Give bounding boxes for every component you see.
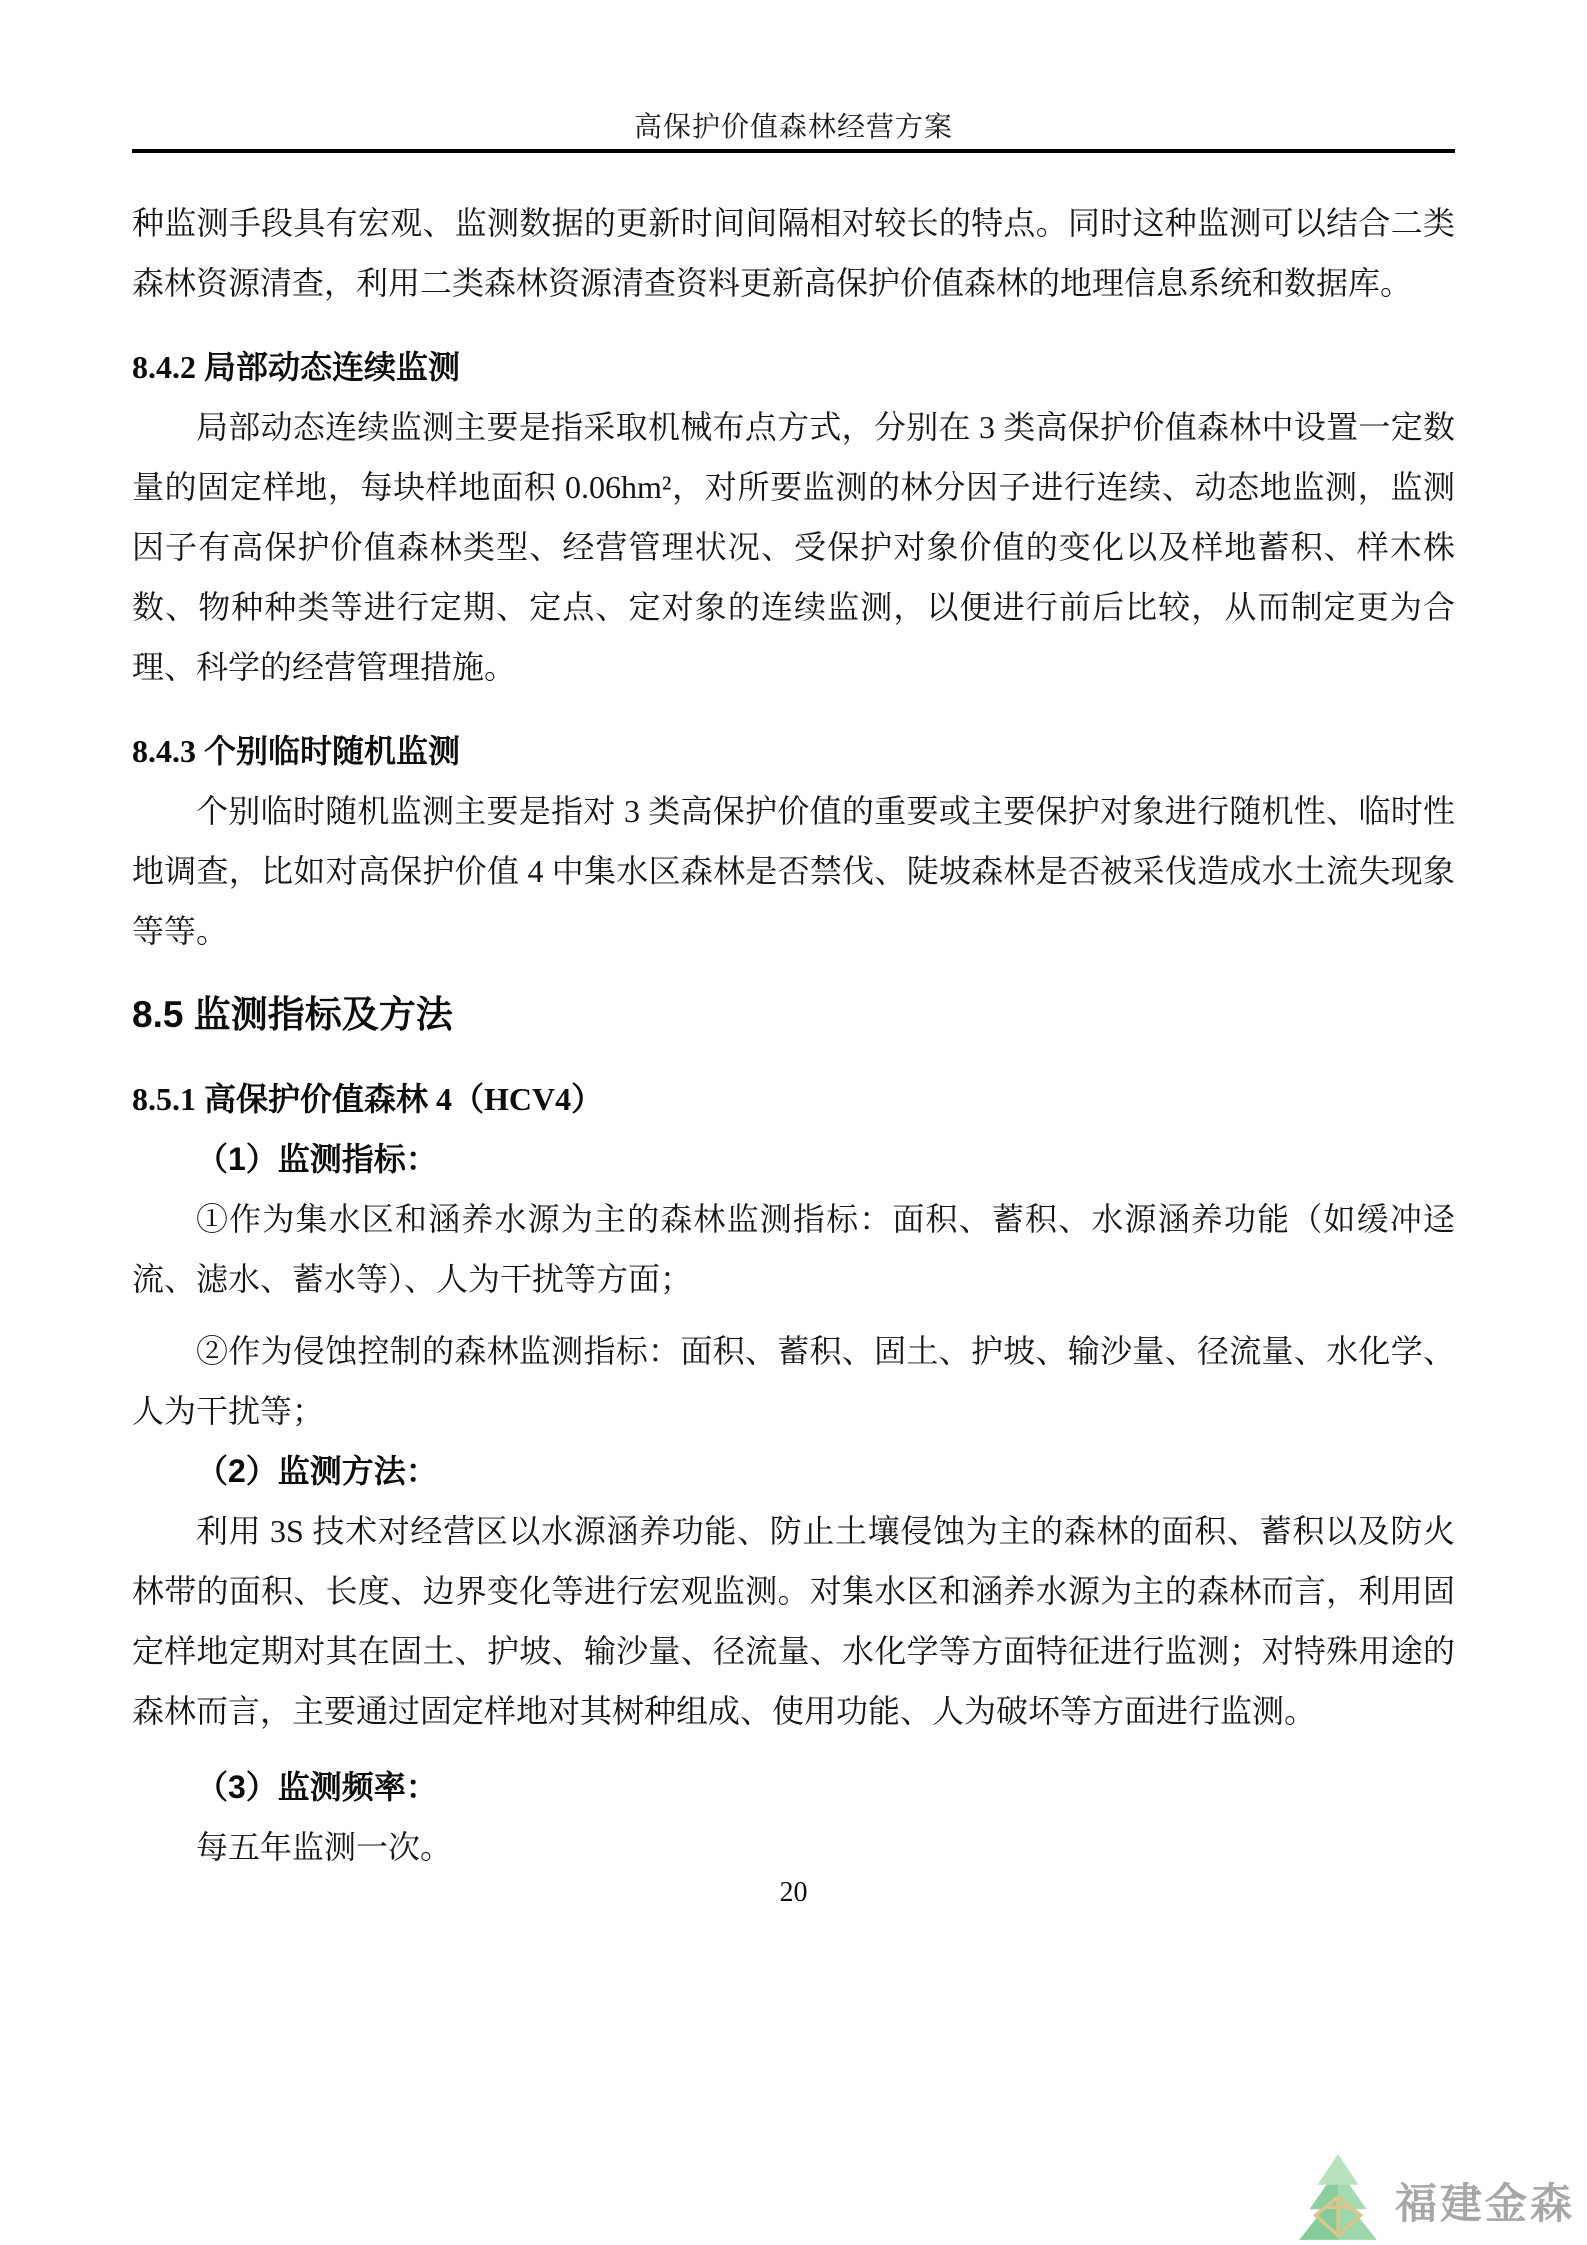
body-paragraph: ①作为集水区和涵养水源为主的森林监测指标：面积、蓄积、水源涵养功能（如缓冲迳流、滤水、蓄水等）、人为干扰等方面； xyxy=(132,1201,1455,1297)
body-paragraph-continuation: 种监测手段具有宏观、监测数据的更新时间间隔相对较长的特点。同时这种监测可以结合二类森林资源清查，利用二类森林资源清查资料更新高保护价值森林的地理信息系统和数据库。 xyxy=(132,205,1455,301)
page-number: 20 xyxy=(779,1877,808,1908)
section-heading-8-4-3: 8.4.3 个别临时随机监测 xyxy=(132,733,461,769)
subheading-monitoring-indicators: （1）监测指标： xyxy=(196,1141,438,1177)
body-paragraph: 每五年监测一次。 xyxy=(196,1829,453,1865)
header-rule xyxy=(132,149,1455,153)
page-header xyxy=(0,0,1587,144)
tree-logo-icon xyxy=(1287,2152,1389,2245)
section-heading-8-4-2: 8.4.2 局部动态连续监测 xyxy=(132,349,461,385)
body-paragraph: ②作为侵蚀控制的森林监测指标：面积、蓄积、固土、护坡、输沙量、径流量、水化学、人为干扰等； xyxy=(132,1333,1455,1429)
section-heading-8-5-1: 8.5.1 高保护价值森林 4（HCV4） xyxy=(132,1081,604,1117)
company-logo xyxy=(1287,2152,1575,2245)
document-body xyxy=(0,193,1587,1877)
body-paragraph: 局部动态连续监测主要是指采取机械布点方式，分别在 3 类高保护价值森林中设置一定数量的固定样地，每块样地面积 0.06hm²，对所要监测的林分因子进行连续、动态地监测，监测因子有高保护价值森林类型、经营管理状况、受保护对象价值的变化以及样地蓄积、样木株数、物种种类等进行定期、定点、定对象的连续监测，以便进行前后比较，从而制定更为合理、科学的经营管理措施。 xyxy=(132,409,1455,685)
running-head-title: 高保护价值森林经营方案 xyxy=(633,112,953,143)
logo-text: 福建金森 xyxy=(1394,2179,1575,2227)
section-heading-8-5: 8.5 监测指标及方法 xyxy=(132,994,453,1035)
subheading-monitoring-frequency: （3）监测频率： xyxy=(196,1769,438,1805)
body-paragraph: 利用 3S 技术对经营区以水源涵养功能、防止土壤侵蚀为主的森林的面积、蓄积以及防火林带的面积、长度、边界变化等进行宏观监测。对集水区和涵养水源为主的森林而言，利用固定样地定期对其在固土、护坡、输沙量、径流量、水化学等方面特征进行监测；对特殊用途的森林而言，主要通过固定样地对其树种组成、使用功能、人为破坏等方面进行监测。 xyxy=(132,1513,1455,1729)
subheading-monitoring-methods: （2）监测方法： xyxy=(196,1453,438,1489)
body-paragraph: 个别临时随机监测主要是指对 3 类高保护价值的重要或主要保护对象进行随机性、临时性地调查，比如对高保护价值 4 中集水区森林是否禁伐、陡坡森林是否被采伐造成水土流失现象等等。 xyxy=(132,793,1455,949)
